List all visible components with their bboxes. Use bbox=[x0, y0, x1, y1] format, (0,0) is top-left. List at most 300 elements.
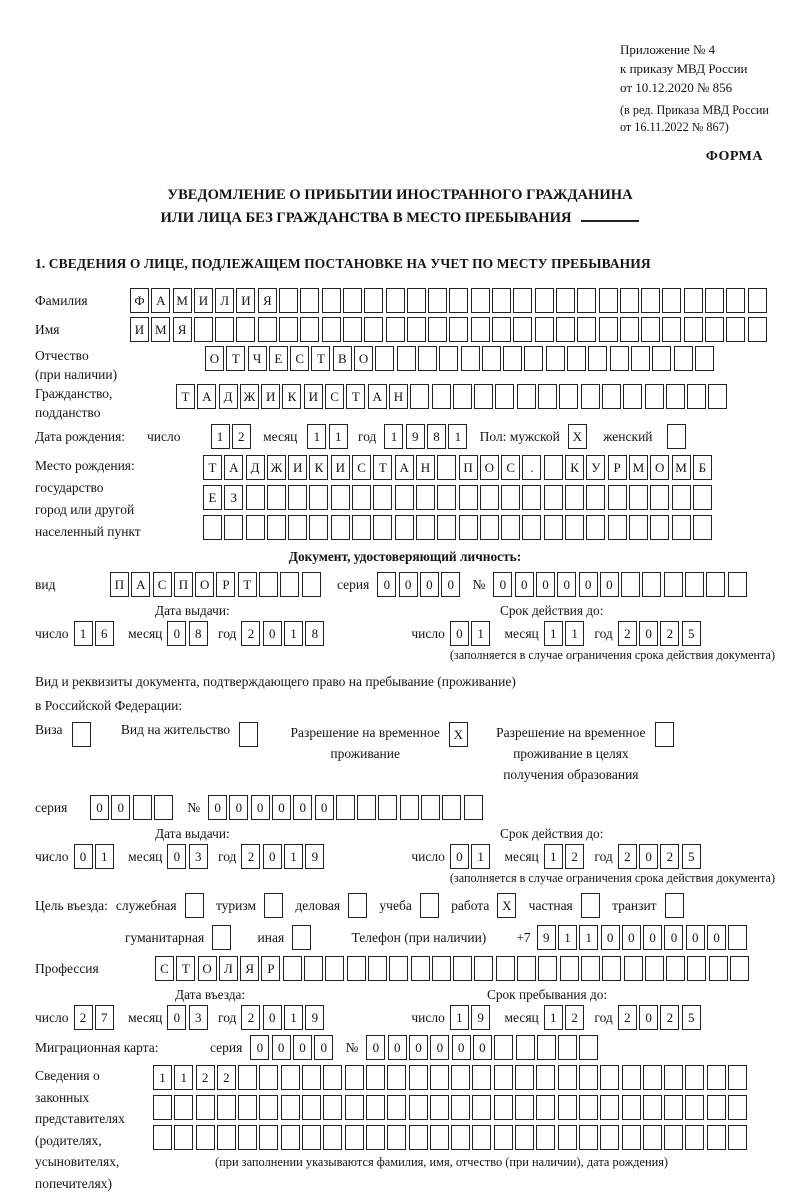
char-cell[interactable]: С bbox=[153, 572, 172, 597]
char-cell[interactable] bbox=[472, 1125, 491, 1150]
char-cell[interactable] bbox=[442, 795, 461, 820]
char-cell[interactable]: К bbox=[309, 455, 328, 480]
char-cell[interactable] bbox=[387, 1095, 406, 1120]
char-cell[interactable]: 0 bbox=[90, 795, 109, 820]
char-cell[interactable]: 0 bbox=[314, 1035, 333, 1060]
char-cell[interactable] bbox=[708, 384, 727, 409]
char-cell[interactable]: 1 bbox=[544, 621, 563, 646]
char-cell[interactable]: А bbox=[151, 288, 170, 313]
char-cell[interactable]: О bbox=[480, 455, 499, 480]
char-cell[interactable] bbox=[461, 346, 480, 371]
char-cell[interactable] bbox=[133, 795, 152, 820]
char-cell[interactable] bbox=[494, 1065, 513, 1090]
char-cell[interactable] bbox=[389, 956, 408, 981]
char-cell[interactable]: А bbox=[131, 572, 150, 597]
char-cell[interactable]: 2 bbox=[660, 844, 679, 869]
char-cell[interactable] bbox=[517, 384, 536, 409]
char-cell[interactable]: 1 bbox=[95, 844, 114, 869]
char-cell[interactable] bbox=[608, 485, 627, 510]
char-cell[interactable] bbox=[610, 346, 629, 371]
char-cell[interactable] bbox=[174, 1125, 193, 1150]
char-cell[interactable] bbox=[416, 515, 435, 540]
char-cell[interactable] bbox=[522, 485, 541, 510]
char-cell[interactable] bbox=[345, 1095, 364, 1120]
char-cell[interactable] bbox=[259, 1095, 278, 1120]
char-cell[interactable] bbox=[685, 1095, 704, 1120]
char-cell[interactable] bbox=[556, 288, 575, 313]
char-cell[interactable] bbox=[437, 515, 456, 540]
char-cell[interactable] bbox=[375, 346, 394, 371]
char-cell[interactable]: Е bbox=[269, 346, 288, 371]
entry-year-cells[interactable] bbox=[241, 1005, 326, 1030]
char-cell[interactable] bbox=[748, 317, 767, 342]
char-cell[interactable] bbox=[323, 1065, 342, 1090]
char-cell[interactable] bbox=[378, 795, 397, 820]
char-cell[interactable]: 2 bbox=[241, 1005, 260, 1030]
char-cell[interactable] bbox=[620, 317, 639, 342]
char-cell[interactable]: 0 bbox=[293, 795, 312, 820]
char-cell[interactable] bbox=[373, 515, 392, 540]
char-cell[interactable] bbox=[474, 384, 493, 409]
char-cell[interactable] bbox=[494, 1095, 513, 1120]
purpose-private-checkbox[interactable] bbox=[581, 893, 600, 918]
char-cell[interactable]: Т bbox=[176, 384, 195, 409]
char-cell[interactable]: 0 bbox=[639, 1005, 658, 1030]
purpose-official-checkbox[interactable] bbox=[185, 893, 204, 918]
char-cell[interactable]: 0 bbox=[452, 1035, 471, 1060]
char-cell[interactable] bbox=[409, 1095, 428, 1120]
char-cell[interactable] bbox=[387, 1125, 406, 1150]
char-cell[interactable]: 6 bbox=[95, 621, 114, 646]
char-cell[interactable]: И bbox=[194, 288, 213, 313]
char-cell[interactable] bbox=[664, 1065, 683, 1090]
char-cell[interactable]: Я bbox=[173, 317, 192, 342]
char-cell[interactable]: Ж bbox=[240, 384, 259, 409]
purpose-other-checkbox[interactable] bbox=[292, 925, 311, 950]
char-cell[interactable]: 0 bbox=[450, 621, 469, 646]
char-cell[interactable] bbox=[451, 1065, 470, 1090]
char-cell[interactable] bbox=[599, 317, 618, 342]
identity-issued-year-cells[interactable] bbox=[241, 621, 326, 646]
char-cell[interactable] bbox=[586, 485, 605, 510]
char-cell[interactable] bbox=[304, 956, 323, 981]
migration-series-cells[interactable] bbox=[250, 1035, 335, 1060]
char-cell[interactable] bbox=[302, 1125, 321, 1150]
char-cell[interactable]: И bbox=[331, 455, 350, 480]
char-cell[interactable] bbox=[674, 346, 693, 371]
char-cell[interactable] bbox=[687, 956, 706, 981]
char-cell[interactable] bbox=[323, 1125, 342, 1150]
char-cell[interactable] bbox=[217, 1095, 236, 1120]
char-cell[interactable] bbox=[748, 288, 767, 313]
char-cell[interactable]: 0 bbox=[622, 925, 641, 950]
birthplace-row1-cells[interactable] bbox=[203, 455, 714, 480]
char-cell[interactable] bbox=[309, 515, 328, 540]
char-cell[interactable] bbox=[336, 795, 355, 820]
char-cell[interactable] bbox=[560, 956, 579, 981]
char-cell[interactable] bbox=[577, 288, 596, 313]
char-cell[interactable]: 7 bbox=[95, 1005, 114, 1030]
char-cell[interactable]: 1 bbox=[558, 925, 577, 950]
char-cell[interactable] bbox=[501, 515, 520, 540]
char-cell[interactable]: 2 bbox=[565, 844, 584, 869]
char-cell[interactable] bbox=[516, 1035, 535, 1060]
char-cell[interactable] bbox=[449, 317, 468, 342]
char-cell[interactable]: Я bbox=[258, 288, 277, 313]
char-cell[interactable] bbox=[565, 485, 584, 510]
sex-male-checkbox[interactable]: X bbox=[568, 424, 587, 449]
char-cell[interactable]: 2 bbox=[241, 844, 260, 869]
stay-year-cells[interactable] bbox=[618, 1005, 703, 1030]
char-cell[interactable] bbox=[650, 485, 669, 510]
char-cell[interactable]: 0 bbox=[263, 621, 282, 646]
char-cell[interactable]: 0 bbox=[420, 572, 439, 597]
char-cell[interactable]: 2 bbox=[660, 1005, 679, 1030]
char-cell[interactable]: И bbox=[236, 288, 255, 313]
char-cell[interactable] bbox=[685, 572, 704, 597]
char-cell[interactable]: 0 bbox=[229, 795, 248, 820]
sex-female-checkbox[interactable] bbox=[667, 424, 686, 449]
char-cell[interactable]: 3 bbox=[189, 1005, 208, 1030]
char-cell[interactable]: Я bbox=[240, 956, 259, 981]
purpose-tourism-checkbox[interactable] bbox=[264, 893, 283, 918]
char-cell[interactable] bbox=[153, 1125, 172, 1150]
char-cell[interactable]: А bbox=[224, 455, 243, 480]
purpose-work-checkbox[interactable]: X bbox=[497, 893, 516, 918]
char-cell[interactable] bbox=[472, 1065, 491, 1090]
char-cell[interactable] bbox=[366, 1125, 385, 1150]
char-cell[interactable]: 1 bbox=[329, 424, 348, 449]
char-cell[interactable]: Т bbox=[346, 384, 365, 409]
char-cell[interactable] bbox=[236, 317, 255, 342]
char-cell[interactable] bbox=[217, 1125, 236, 1150]
char-cell[interactable]: 2 bbox=[618, 1005, 637, 1030]
char-cell[interactable]: 0 bbox=[409, 1035, 428, 1060]
char-cell[interactable] bbox=[418, 346, 437, 371]
char-cell[interactable]: 1 bbox=[448, 424, 467, 449]
char-cell[interactable] bbox=[559, 384, 578, 409]
char-cell[interactable] bbox=[695, 346, 714, 371]
char-cell[interactable]: 0 bbox=[686, 925, 705, 950]
char-cell[interactable]: 1 bbox=[565, 621, 584, 646]
char-cell[interactable] bbox=[629, 515, 648, 540]
char-cell[interactable] bbox=[302, 1095, 321, 1120]
char-cell[interactable]: 0 bbox=[707, 925, 726, 950]
char-cell[interactable]: У bbox=[586, 455, 605, 480]
char-cell[interactable] bbox=[707, 1065, 726, 1090]
char-cell[interactable]: В bbox=[333, 346, 352, 371]
char-cell[interactable] bbox=[395, 485, 414, 510]
char-cell[interactable] bbox=[238, 1065, 257, 1090]
char-cell[interactable]: Т bbox=[373, 455, 392, 480]
char-cell[interactable] bbox=[281, 1125, 300, 1150]
char-cell[interactable] bbox=[357, 795, 376, 820]
citizenship-cells[interactable] bbox=[176, 384, 730, 409]
profession-cells[interactable] bbox=[155, 956, 751, 981]
char-cell[interactable] bbox=[238, 1125, 257, 1150]
char-cell[interactable]: 1 bbox=[153, 1065, 172, 1090]
char-cell[interactable]: Т bbox=[311, 346, 330, 371]
char-cell[interactable]: 2 bbox=[241, 621, 260, 646]
char-cell[interactable]: С bbox=[501, 455, 520, 480]
char-cell[interactable] bbox=[259, 1125, 278, 1150]
char-cell[interactable] bbox=[474, 956, 493, 981]
char-cell[interactable]: 5 bbox=[682, 1005, 701, 1030]
char-cell[interactable] bbox=[558, 1035, 577, 1060]
char-cell[interactable] bbox=[480, 485, 499, 510]
char-cell[interactable] bbox=[352, 485, 371, 510]
char-cell[interactable]: 0 bbox=[272, 795, 291, 820]
char-cell[interactable] bbox=[300, 288, 319, 313]
char-cell[interactable] bbox=[662, 317, 681, 342]
char-cell[interactable] bbox=[652, 346, 671, 371]
char-cell[interactable]: 9 bbox=[471, 1005, 490, 1030]
char-cell[interactable]: И bbox=[261, 384, 280, 409]
char-cell[interactable] bbox=[643, 1095, 662, 1120]
char-cell[interactable] bbox=[411, 956, 430, 981]
char-cell[interactable]: Д bbox=[219, 384, 238, 409]
stay-month-cells[interactable] bbox=[544, 1005, 587, 1030]
char-cell[interactable]: Р bbox=[261, 956, 280, 981]
char-cell[interactable]: 0 bbox=[399, 572, 418, 597]
char-cell[interactable] bbox=[283, 956, 302, 981]
char-cell[interactable] bbox=[684, 317, 703, 342]
char-cell[interactable]: 0 bbox=[493, 572, 512, 597]
char-cell[interactable] bbox=[492, 317, 511, 342]
char-cell[interactable]: 0 bbox=[441, 572, 460, 597]
char-cell[interactable] bbox=[325, 956, 344, 981]
char-cell[interactable] bbox=[258, 317, 277, 342]
char-cell[interactable] bbox=[302, 572, 321, 597]
residence-issued-month-cells[interactable] bbox=[167, 844, 210, 869]
char-cell[interactable]: 1 bbox=[307, 424, 326, 449]
char-cell[interactable] bbox=[672, 485, 691, 510]
char-cell[interactable] bbox=[621, 572, 640, 597]
char-cell[interactable] bbox=[538, 384, 557, 409]
char-cell[interactable] bbox=[259, 572, 278, 597]
char-cell[interactable] bbox=[730, 956, 749, 981]
char-cell[interactable] bbox=[558, 1065, 577, 1090]
char-cell[interactable]: 0 bbox=[377, 572, 396, 597]
char-cell[interactable] bbox=[579, 1095, 598, 1120]
char-cell[interactable] bbox=[642, 572, 661, 597]
char-cell[interactable]: 0 bbox=[536, 572, 555, 597]
char-cell[interactable] bbox=[600, 1065, 619, 1090]
identity-issued-month-cells[interactable] bbox=[167, 621, 210, 646]
char-cell[interactable] bbox=[343, 288, 362, 313]
char-cell[interactable] bbox=[536, 1065, 555, 1090]
char-cell[interactable]: 0 bbox=[450, 844, 469, 869]
char-cell[interactable]: . bbox=[522, 455, 541, 480]
residence-valid-day-cells[interactable] bbox=[450, 844, 493, 869]
char-cell[interactable]: 0 bbox=[515, 572, 534, 597]
char-cell[interactable] bbox=[494, 1125, 513, 1150]
purpose-humanitarian-checkbox[interactable] bbox=[212, 925, 231, 950]
char-cell[interactable] bbox=[430, 1125, 449, 1150]
char-cell[interactable] bbox=[581, 956, 600, 981]
char-cell[interactable]: Б bbox=[693, 455, 712, 480]
char-cell[interactable]: 1 bbox=[544, 844, 563, 869]
char-cell[interactable] bbox=[345, 1125, 364, 1150]
char-cell[interactable]: М bbox=[672, 455, 691, 480]
char-cell[interactable] bbox=[323, 1095, 342, 1120]
char-cell[interactable]: 0 bbox=[366, 1035, 385, 1060]
char-cell[interactable]: 0 bbox=[600, 572, 619, 597]
char-cell[interactable] bbox=[322, 288, 341, 313]
char-cell[interactable] bbox=[439, 346, 458, 371]
char-cell[interactable]: П bbox=[459, 455, 478, 480]
char-cell[interactable]: Л bbox=[215, 288, 234, 313]
char-cell[interactable] bbox=[513, 288, 532, 313]
char-cell[interactable]: 0 bbox=[263, 1005, 282, 1030]
char-cell[interactable] bbox=[238, 1095, 257, 1120]
char-cell[interactable] bbox=[608, 515, 627, 540]
char-cell[interactable] bbox=[544, 485, 563, 510]
char-cell[interactable]: 2 bbox=[196, 1065, 215, 1090]
char-cell[interactable] bbox=[517, 956, 536, 981]
char-cell[interactable]: 0 bbox=[111, 795, 130, 820]
identity-series-cells[interactable] bbox=[377, 572, 462, 597]
char-cell[interactable]: Ф bbox=[130, 288, 149, 313]
char-cell[interactable]: Т bbox=[226, 346, 245, 371]
char-cell[interactable]: 1 bbox=[450, 1005, 469, 1030]
char-cell[interactable] bbox=[407, 288, 426, 313]
char-cell[interactable] bbox=[666, 384, 685, 409]
char-cell[interactable]: С bbox=[290, 346, 309, 371]
char-cell[interactable]: 1 bbox=[74, 621, 93, 646]
identity-valid-month-cells[interactable] bbox=[544, 621, 587, 646]
char-cell[interactable] bbox=[453, 956, 472, 981]
char-cell[interactable] bbox=[664, 572, 683, 597]
char-cell[interactable] bbox=[437, 455, 456, 480]
char-cell[interactable]: 0 bbox=[208, 795, 227, 820]
char-cell[interactable] bbox=[693, 485, 712, 510]
birth-month-cells[interactable] bbox=[307, 424, 350, 449]
birth-day-cells[interactable] bbox=[211, 424, 254, 449]
temp-residence-education-checkbox[interactable] bbox=[655, 722, 674, 747]
char-cell[interactable]: 8 bbox=[427, 424, 446, 449]
char-cell[interactable] bbox=[707, 1095, 726, 1120]
char-cell[interactable] bbox=[599, 288, 618, 313]
identity-number-cells[interactable] bbox=[493, 572, 749, 597]
char-cell[interactable]: 8 bbox=[189, 621, 208, 646]
char-cell[interactable] bbox=[535, 317, 554, 342]
char-cell[interactable] bbox=[437, 485, 456, 510]
char-cell[interactable] bbox=[281, 1065, 300, 1090]
char-cell[interactable] bbox=[246, 485, 265, 510]
char-cell[interactable]: 8 bbox=[305, 621, 324, 646]
char-cell[interactable] bbox=[728, 572, 747, 597]
char-cell[interactable] bbox=[709, 956, 728, 981]
residence-issued-day-cells[interactable] bbox=[74, 844, 117, 869]
char-cell[interactable] bbox=[558, 1095, 577, 1120]
char-cell[interactable] bbox=[622, 1095, 641, 1120]
char-cell[interactable] bbox=[600, 1095, 619, 1120]
char-cell[interactable] bbox=[364, 288, 383, 313]
char-cell[interactable]: А bbox=[395, 455, 414, 480]
char-cell[interactable] bbox=[495, 384, 514, 409]
char-cell[interactable] bbox=[196, 1095, 215, 1120]
char-cell[interactable]: О bbox=[205, 346, 224, 371]
char-cell[interactable] bbox=[279, 317, 298, 342]
char-cell[interactable]: 1 bbox=[174, 1065, 193, 1090]
char-cell[interactable]: 5 bbox=[682, 844, 701, 869]
birthplace-row2-cells[interactable] bbox=[203, 485, 714, 510]
char-cell[interactable]: 5 bbox=[682, 621, 701, 646]
char-cell[interactable]: М bbox=[173, 288, 192, 313]
char-cell[interactable] bbox=[302, 1065, 321, 1090]
char-cell[interactable] bbox=[386, 288, 405, 313]
char-cell[interactable]: 9 bbox=[305, 844, 324, 869]
char-cell[interactable]: 2 bbox=[232, 424, 251, 449]
char-cell[interactable] bbox=[577, 317, 596, 342]
migration-number-cells[interactable] bbox=[366, 1035, 600, 1060]
char-cell[interactable] bbox=[492, 288, 511, 313]
char-cell[interactable] bbox=[623, 384, 642, 409]
char-cell[interactable] bbox=[645, 384, 664, 409]
char-cell[interactable]: Р bbox=[216, 572, 235, 597]
char-cell[interactable]: 9 bbox=[537, 925, 556, 950]
char-cell[interactable] bbox=[464, 795, 483, 820]
char-cell[interactable] bbox=[622, 1065, 641, 1090]
char-cell[interactable]: Л bbox=[219, 956, 238, 981]
char-cell[interactable] bbox=[409, 1065, 428, 1090]
char-cell[interactable] bbox=[643, 1065, 662, 1090]
char-cell[interactable] bbox=[650, 515, 669, 540]
char-cell[interactable] bbox=[664, 1125, 683, 1150]
char-cell[interactable] bbox=[397, 346, 416, 371]
char-cell[interactable] bbox=[407, 317, 426, 342]
char-cell[interactable]: 9 bbox=[305, 1005, 324, 1030]
char-cell[interactable]: 0 bbox=[167, 621, 186, 646]
char-cell[interactable] bbox=[666, 956, 685, 981]
char-cell[interactable]: 0 bbox=[167, 1005, 186, 1030]
char-cell[interactable] bbox=[602, 384, 621, 409]
char-cell[interactable]: 1 bbox=[211, 424, 230, 449]
char-cell[interactable] bbox=[482, 346, 501, 371]
char-cell[interactable] bbox=[544, 515, 563, 540]
char-cell[interactable] bbox=[579, 1065, 598, 1090]
char-cell[interactable]: И bbox=[304, 384, 323, 409]
char-cell[interactable] bbox=[267, 485, 286, 510]
char-cell[interactable] bbox=[693, 515, 712, 540]
identity-valid-year-cells[interactable] bbox=[618, 621, 703, 646]
char-cell[interactable] bbox=[451, 1125, 470, 1150]
char-cell[interactable] bbox=[662, 288, 681, 313]
char-cell[interactable] bbox=[622, 1125, 641, 1150]
char-cell[interactable] bbox=[430, 1065, 449, 1090]
char-cell[interactable] bbox=[600, 1125, 619, 1150]
char-cell[interactable] bbox=[705, 288, 724, 313]
purpose-business-checkbox[interactable] bbox=[348, 893, 367, 918]
char-cell[interactable] bbox=[449, 288, 468, 313]
char-cell[interactable] bbox=[259, 1065, 278, 1090]
char-cell[interactable] bbox=[432, 956, 451, 981]
char-cell[interactable] bbox=[288, 485, 307, 510]
char-cell[interactable]: И bbox=[130, 317, 149, 342]
char-cell[interactable]: К bbox=[282, 384, 301, 409]
char-cell[interactable] bbox=[428, 317, 447, 342]
char-cell[interactable]: 1 bbox=[284, 1005, 303, 1030]
char-cell[interactable]: 0 bbox=[74, 844, 93, 869]
char-cell[interactable] bbox=[544, 455, 563, 480]
char-cell[interactable]: 0 bbox=[272, 1035, 291, 1060]
char-cell[interactable] bbox=[472, 1095, 491, 1120]
purpose-transit-checkbox[interactable] bbox=[665, 893, 684, 918]
char-cell[interactable]: И bbox=[288, 455, 307, 480]
char-cell[interactable] bbox=[480, 515, 499, 540]
char-cell[interactable] bbox=[567, 346, 586, 371]
